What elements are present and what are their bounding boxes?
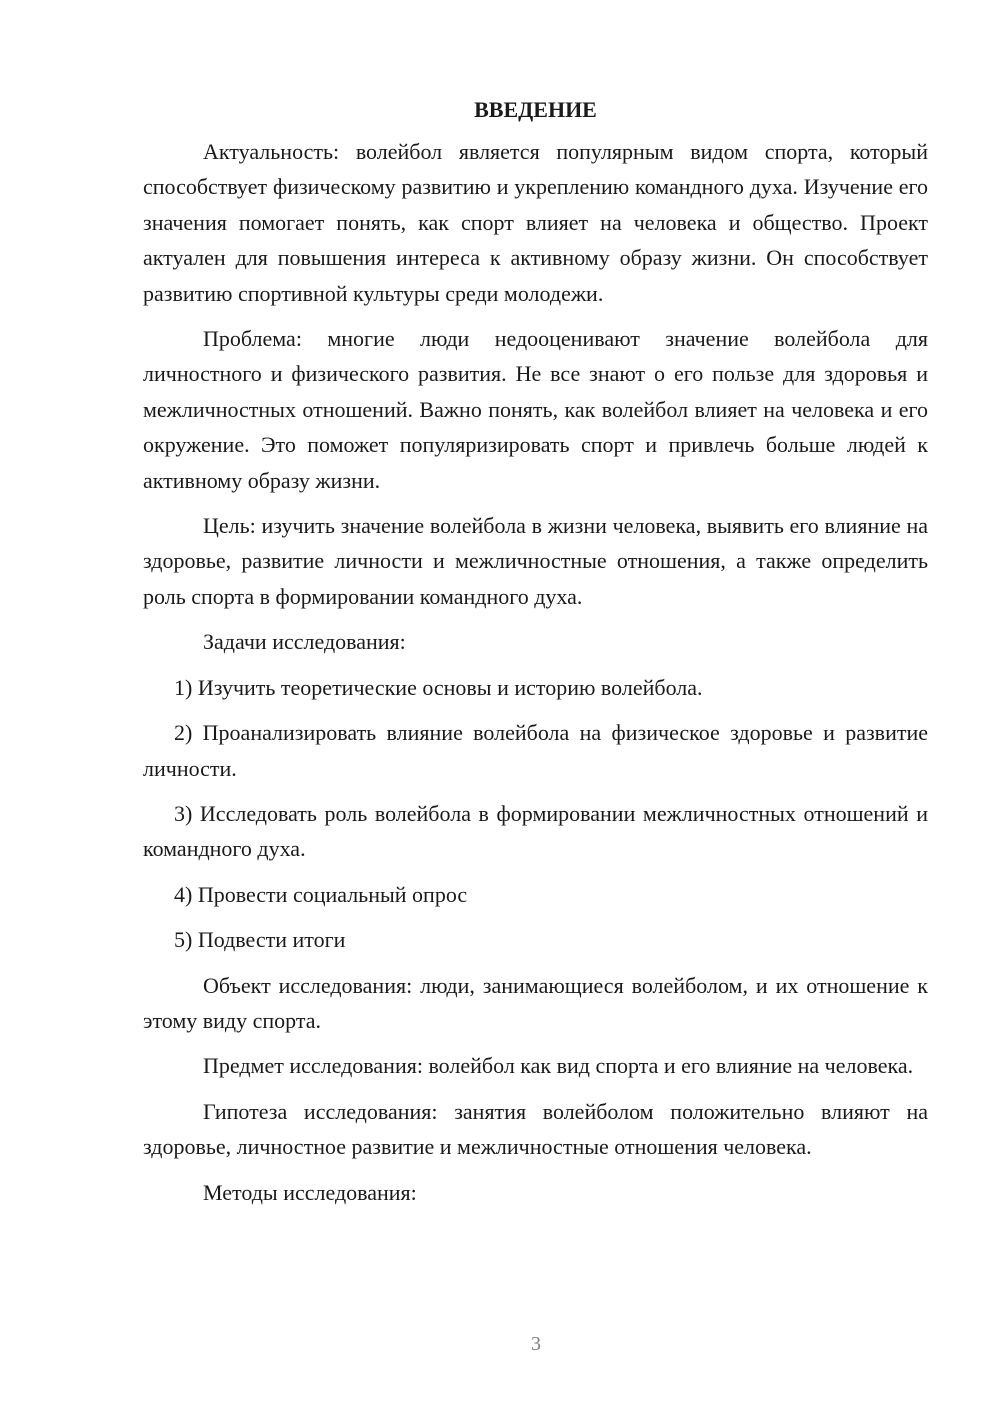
task-item: 5) Подвести итоги [174,927,346,953]
document-page [143,92,928,1220]
task-item: 3) Исследовать роль волейбола в формировании межличностных отношений и командного духа. [143,800,928,862]
methods-heading: Методы исследования: [203,1179,417,1205]
problem-paragraph: Проблема: многие люди недооценивают значение волейбола для личностного и физического развития. Не все знают о его пользе для здоровья и межличностных отношений. Важно понять, как волейбол влияет на человека и его окружение. Это поможет популяризировать спорт и привлечь больше людей к активному образу жизни. [143,326,928,493]
task-item: 2) Проанализировать влияние волейбола на физическое здоровье и развитие личности. [143,720,928,781]
task-item: 4) Провести социальный опрос [174,881,468,907]
task-item: 1) Изучить теоретические основы и историю волейбола. [174,674,703,700]
tasks-heading: Задачи исследования: [203,629,406,655]
relevance-paragraph: Актуальность: волейбол является популярным видом спорта, который способствует физическому развитию и укреплению командного духа. Изучение его значения помогает понять, как спорт влияет на человека и общество. Проект актуален для повышения интереса к активному образу жизни. Он способствует развитию спортивной культуры среди молодежи. [143,139,928,306]
section-title: ВВЕДЕНИЕ [474,97,597,122]
object-paragraph: Объект исследования: люди, занимающиеся волейболом, и их отношение к этому виду спорта. [143,972,928,1033]
page-number: 3 [531,1333,541,1355]
goal-paragraph: Цель: изучить значение волейбола в жизни человека, выявить его влияние на здоровье, развитие личности и межличностные отношения, а также определить роль спорта в формировании командного духа. [143,513,928,609]
subject-paragraph: Предмет исследования: волейбол как вид спорта и его влияние на человека. [203,1053,914,1079]
hypothesis-paragraph: Гипотеза исследования: занятия волейболом положительно влияют на здоровье, личностное развитие и межличностные отношения человека. [143,1098,928,1160]
